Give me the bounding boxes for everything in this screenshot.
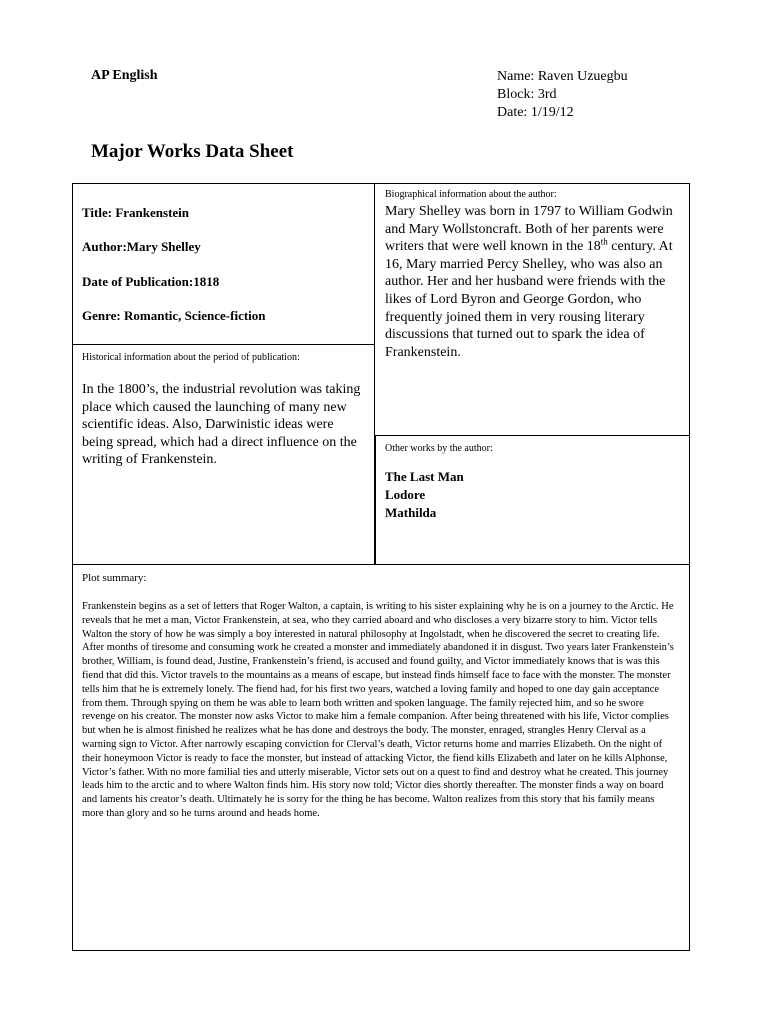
book-info-cell: [73, 184, 375, 345]
historical-label: Historical information about the period of publication:: [82, 352, 300, 363]
historical-text: In the 1800’s, the industrial revolution was taking place which caused the launching of many new scientific ideas. Also, Darwinistic ideas were being spread, which had a direct influence on the writing of Frankenstein.: [82, 382, 361, 468]
biographical-cell: [375, 184, 689, 436]
course-name: AP English: [91, 68, 158, 83]
biographical-superscript: th: [600, 236, 608, 247]
biographical-text: [385, 203, 681, 361]
plot-summary-text: Frankenstein begins as a set of letters that Roger Walton, a captain, is writing to his sister explaining why he is on a journey to the Arctic. He reveals that he met a man, Victor Frankenstein, at sea, who they carried aboard and who discloses a very bizarre story to him. Victor tells Walton the story of how he was simply a boy interested in natural philosophy at Ingolstadt, when he discovered the secret to creating life. After months of tiresome and consuming work he created a monster and immediately abandoned it in disgust. Two years later Frankenstein’s brother, William, is found dead, Justine, Frankenstein’s friend, is accused and found guilty, and Victor immediately knows that is was this fiend that did this. Victor travels to the mountains as a means of escape, but instead finds himself face to face with the monster. The monster tells him that he is extremely lonely. The fiend had, for his first two years, watched a loving family and hoped to one day gain acceptance from them. Through spying on them he was able to learn both written and spoken language. The family rejected him, and so he swore revenge on his creator. The monster now asks Victor to make him a female companion. After being threatened with his life, Victor complies but when he is almost finished he realizes what he has done and destroys the body. The monster, enraged, strangles Henry Clerval as a warning sign to Victor. After narrowly escaping conviction for Clerval’s death, Victor returns home and marries Elizabeth. On the night of their honeymoon Victor is ready to face the monster, but instead of attacking Victor, the fiend kills Elizabeth and later on he kills Alphonse, Victor’s father. With no more familial ties and utterly miserable, Victor sets out on a quest to find and destroy what he created. This journey leads him to the arctic and to where Walton finds him. His story now told; Victor dies shortly thereafter. The monster finds a way on board and laments his creator’s death. Ultimately he is sorry for the thing he has become. Walton realizes from this story that his family means more than glory and so he turns around and heads home.: [82, 601, 674, 819]
data-sheet-table: [72, 183, 690, 951]
book-genre: Genre: Romantic, Science-fiction: [82, 308, 266, 323]
plot-summary-label: Plot summary:: [82, 572, 147, 584]
book-title: Title: Frankenstein: [82, 205, 190, 220]
student-name: Name: Raven Uzuegbu: [497, 69, 628, 84]
biographical-text-part2: century. At 16, Mary married Percy Shelley, who was also an author. Her and her husband were friends with the likes of Lord Byron and George Gordon, who frequently joined them in very rousing literary discussions that turned out to spark the idea of Frankenstein.: [385, 239, 673, 360]
other-work-item: Lodore: [385, 487, 426, 502]
other-work-item: Mathilda: [385, 505, 437, 520]
student-info: [497, 68, 628, 122]
other-works-label: Other works by the author:: [385, 443, 493, 454]
historical-cell: [73, 345, 375, 564]
page-title: Major Works Data Sheet: [91, 141, 294, 162]
student-date: Date: 1/19/12: [497, 105, 574, 120]
biographical-label: Biographical information about the author:: [385, 189, 557, 200]
other-works-cell: [375, 436, 689, 564]
book-publication-date: Date of Publication:1818: [82, 274, 220, 289]
student-block: Block: 3rd: [497, 87, 557, 102]
biographical-text-part1: Mary Shelley was born in 1797 to William Godwin and Mary Wollstoncraft. Both of her parents were writers that were well known in the 18: [385, 204, 673, 255]
other-work-item: The Last Man: [385, 469, 464, 484]
plot-summary-cell: [73, 564, 689, 950]
book-author: Author:Mary Shelley: [82, 239, 201, 254]
other-works-list: [385, 468, 464, 522]
